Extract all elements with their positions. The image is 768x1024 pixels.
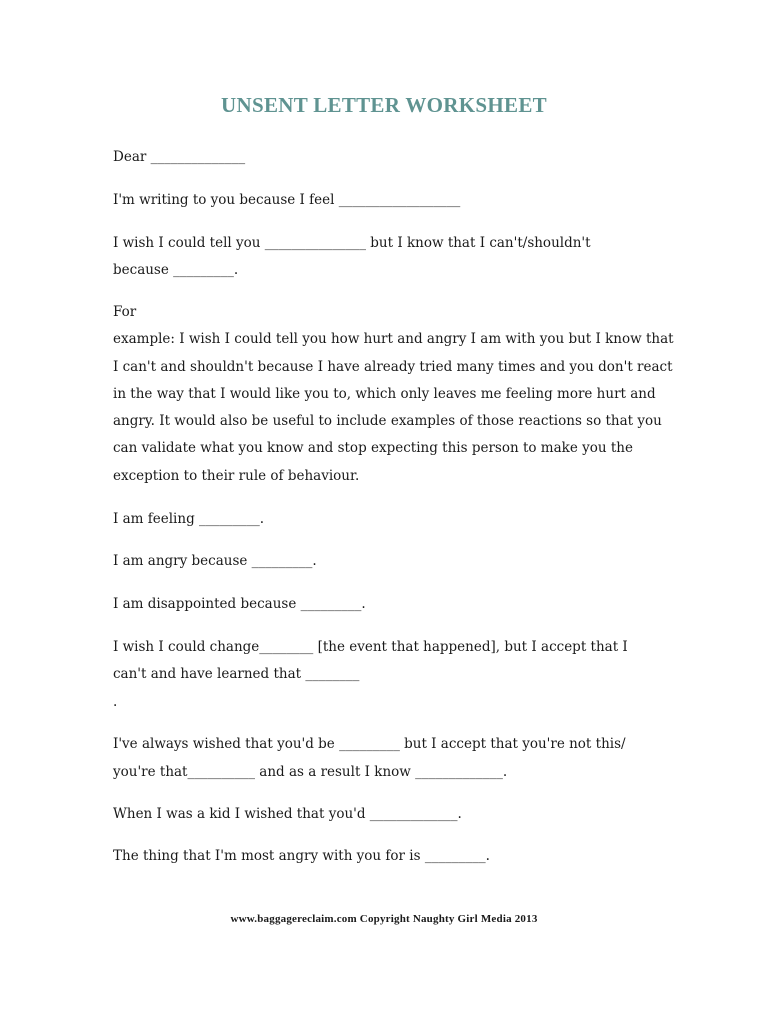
example-line-4: angry. It would also be useful to include examples of those reactions so that you bbox=[113, 413, 662, 429]
writing-line: I'm writing to you because I feel __________________ bbox=[113, 192, 461, 208]
copyright-footer: www.baggagereclaim.com Copyright Naughty Girl Media 2013 bbox=[230, 913, 538, 925]
for-line: For bbox=[113, 304, 137, 320]
example-line-1: example: I wish I could tell you how hurt and angry I am with you but I know that bbox=[113, 331, 674, 347]
feeling-line: I am feeling _________. bbox=[113, 511, 265, 527]
wish-tell-line-1: I wish I could tell you _______________ but I know that I can't/shouldn't bbox=[113, 235, 591, 251]
kid-line: When I was a kid I wished that you'd _____________. bbox=[113, 806, 462, 822]
example-line-6: exception to their rule of behaviour. bbox=[113, 468, 360, 484]
change-line-1: I wish I could change________ [the event that happened], but I accept that I bbox=[113, 639, 628, 655]
change-line-2: can't and have learned that ________ bbox=[113, 666, 360, 682]
worksheet-title: UNSENT LETTER WORKSHEET bbox=[221, 93, 547, 117]
wish-tell-line-2: because _________. bbox=[113, 262, 239, 278]
example-line-2: I can't and shouldn't because I have already tried many times and you don't react bbox=[113, 359, 673, 375]
disappointed-line: I am disappointed because _________. bbox=[113, 596, 366, 612]
always-line-2: you're that__________ and as a result I know _____________. bbox=[113, 764, 508, 780]
dear-line: Dear ______________ bbox=[113, 149, 246, 165]
example-line-3: in the way that I would like you to, which only leaves me feeling more hurt and bbox=[113, 386, 656, 402]
change-line-3: . bbox=[113, 694, 118, 710]
always-line-1: I've always wished that you'd be _________ but I accept that you're not this/ bbox=[113, 736, 626, 752]
angry-line: I am angry because _________. bbox=[113, 553, 317, 569]
example-line-5: can validate what you know and stop expecting this person to make you the bbox=[113, 440, 633, 456]
thing-line: The thing that I'm most angry with you for is _________. bbox=[113, 848, 490, 864]
